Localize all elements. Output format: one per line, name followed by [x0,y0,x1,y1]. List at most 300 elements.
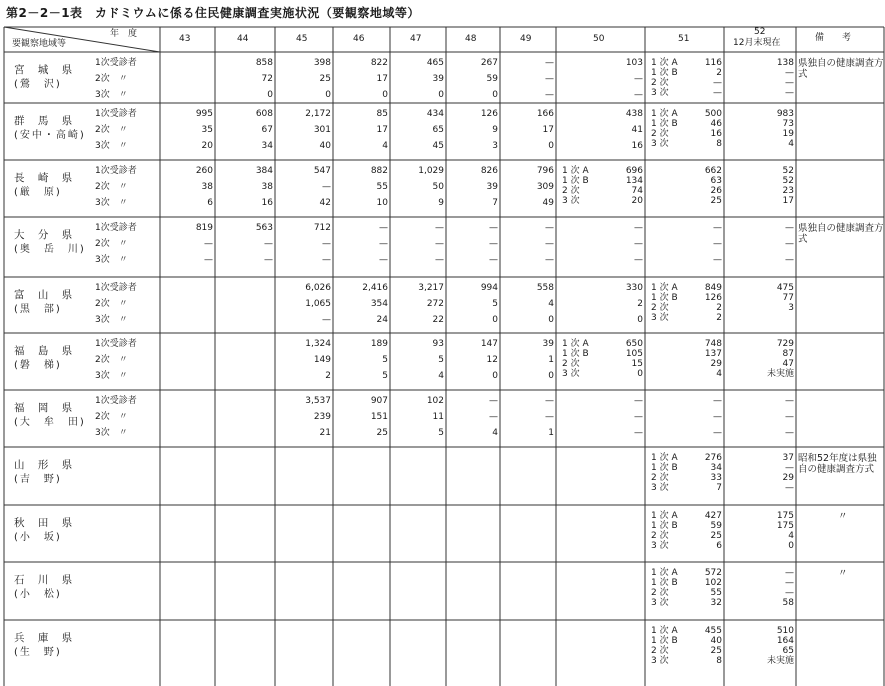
table-cell: 11 [432,412,444,422]
table-cell: 729 [776,339,794,349]
stage-label: 1次受診者 [95,166,137,176]
table-cell: 39 [542,339,554,349]
table-cell: 0 [325,90,331,100]
prefecture-name: 宮 城 県 [14,64,78,76]
table-title: 第2－2－1表 カドミウムに係る住民健康調査実施状況（要観察地域等） [6,6,420,20]
sub-stage-label: 1 次 B [651,578,678,588]
table-cell: 105 [625,349,643,359]
table-cell: 0 [637,369,643,379]
table-cell: 138 [776,58,794,68]
table-cell: 23 [782,186,794,196]
remarks-note: 昭和52年度は県独自の健康調査方式 [798,453,877,475]
table-cell: 2 [325,371,331,381]
table-cell: — [489,412,498,422]
table-cell: 65 [432,125,444,135]
table-cell: — [634,239,643,249]
table-cell: 563 [255,223,273,233]
prefecture-name: 石 川 県 [14,574,78,586]
table-cell: 102 [704,578,722,588]
table-cell: — [634,255,643,265]
table-cell: 455 [704,626,722,636]
table-cell: 0 [548,141,554,151]
table-cell: 40 [710,636,722,646]
table-cell: 46 [710,119,722,129]
table-cell: 45 [432,141,444,151]
stage-label: 3次 〃 [95,141,128,151]
table-cell: 21 [319,428,331,438]
table-cell: 42 [319,198,331,208]
table-cell: 19 [782,129,794,139]
table-cell: 475 [776,283,794,293]
table-cell: 74 [631,186,643,196]
table-cell: — [545,58,554,68]
area-name: (大 牟 田) [14,417,86,428]
table-cell: — [785,578,794,588]
table-cell: 0 [492,90,498,100]
table-cell: 994 [480,283,498,293]
table-cell: — [634,428,643,438]
sub-stage-label: 1 次 B [562,349,589,359]
table-cell: 37 [782,453,794,463]
table-cell: — [713,255,722,265]
table-cell: 38 [261,182,273,192]
sub-stage-label: 1 次 A [562,166,589,176]
sub-stage-label: 2 次 [651,129,669,139]
header-year-48: 48 [465,34,477,44]
table-cell: 4 [788,139,794,149]
table-cell: 882 [370,166,388,176]
table-cell: 9 [438,198,444,208]
stage-label: 3次 〃 [95,198,128,208]
table-cell: 未実施 [766,656,794,666]
table-cell: 16 [631,141,643,151]
table-cell: 22 [432,315,444,325]
table-cell: 995 [195,109,213,119]
stage-label: 2次 〃 [95,355,128,365]
table-cell: — [489,396,498,406]
table-cell: 0 [548,315,554,325]
prefecture-name: 大 分 県 [14,229,78,241]
table-cell: 3 [788,303,794,313]
header-year-45: 45 [296,34,308,44]
table-cell: 2 [716,68,722,78]
sub-stage-label: 2 次 [651,646,669,656]
sub-stage-label: 1 次 B [651,293,678,303]
header-remarks: 備 考 [815,33,852,43]
header-area-label: 要観察地域等 [12,39,67,49]
table-cell: — [785,396,794,406]
table-cell: — [634,412,643,422]
table-cell: — [713,428,722,438]
table-cell: — [435,255,444,265]
sub-stage-label: 1 次 A [651,626,678,636]
table-cell: 29 [782,473,794,483]
table-cell: 25 [376,428,388,438]
table-cell: 34 [261,141,273,151]
table-cell: 547 [313,166,331,176]
stage-label: 2次 〃 [95,125,128,135]
table-cell: — [785,412,794,422]
table-cell: — [545,396,554,406]
header-year-label: 年 度 [110,29,138,39]
table-cell: 8 [716,139,722,149]
table-cell: — [713,223,722,233]
table-cell: 276 [704,453,722,463]
prefecture-name: 兵 庫 県 [14,632,78,644]
table-cell: 77 [782,293,794,303]
table-cell: 3 [492,141,498,151]
sub-stage-label: 3 次 [651,139,669,149]
table-cell: 164 [776,636,794,646]
table-cell: — [322,239,331,249]
area-name: (鶯 沢) [14,79,62,90]
table-cell: — [634,396,643,406]
prefecture-name: 山 形 県 [14,459,78,471]
sub-stage-label: 1 次 A [651,283,678,293]
area-name: (生 野) [14,647,62,658]
table-cell: 9 [492,125,498,135]
table-cell: 354 [370,299,388,309]
table-cell: 39 [432,74,444,84]
table-cell: — [785,428,794,438]
table-cell: 166 [536,109,554,119]
stage-label: 3次 〃 [95,428,128,438]
table-cell: 55 [710,588,722,598]
table-cell: — [264,239,273,249]
table-cell: 272 [426,299,444,309]
table-cell: — [713,396,722,406]
table-cell: 29 [710,359,722,369]
table-cell: 58 [782,598,794,608]
table-cell: — [785,463,794,473]
table-cell: 73 [782,119,794,129]
header-year-50: 50 [593,34,605,44]
stage-label: 1次受診者 [95,396,137,406]
table-cell: 0 [438,90,444,100]
table-cell: 49 [542,198,554,208]
table-cell: 4 [492,428,498,438]
table-cell: — [634,74,643,84]
table-cell: 102 [426,396,444,406]
table-cell: 796 [536,166,554,176]
table-cell: — [545,239,554,249]
area-name: (磐 梯) [14,360,62,371]
sub-stage-label: 1 次 B [651,68,678,78]
table-cell: 175 [776,511,794,521]
table-cell: 4 [382,141,388,151]
stage-label: 1次受診者 [95,339,137,349]
table-cell: — [785,239,794,249]
table-cell: 未実施 [766,369,794,379]
table-cell: — [379,223,388,233]
table-cell: 0 [788,541,794,551]
table-cell: 260 [195,166,213,176]
table-cell: — [322,255,331,265]
table-cell: 849 [704,283,722,293]
table-cell: 0 [637,315,643,325]
prefecture-name: 福 島 県 [14,345,78,357]
table-cell: 826 [480,166,498,176]
sub-stage-label: 1 次 A [651,453,678,463]
table-cell: 7 [716,483,722,493]
table-cell: 59 [486,74,498,84]
sub-stage-label: 3 次 [651,483,669,493]
header-year-43: 43 [179,34,191,44]
table-cell: — [489,223,498,233]
table-cell: — [713,88,722,98]
remarks-note: 〃 [838,511,848,522]
table-cell: 330 [625,283,643,293]
sub-stage-label: 2 次 [651,588,669,598]
header-year-52-note: 12月末現在 [733,38,781,48]
table-cell: — [713,412,722,422]
table-cell: — [713,78,722,88]
table-cell: 239 [313,412,331,422]
table-cell: 309 [536,182,554,192]
table-cell: — [545,255,554,265]
table-cell: 35 [201,125,213,135]
table-cell: 1 [548,428,554,438]
table-cell: 25 [710,646,722,656]
table-cell: 8 [716,656,722,666]
table-cell: 2 [637,299,643,309]
sub-stage-label: 1 次 B [562,176,589,186]
table-cell: — [634,223,643,233]
table-cell: 59 [710,521,722,531]
stage-label: 2次 〃 [95,239,128,249]
area-name: (小 松) [14,589,62,600]
table-cell: 17 [376,74,388,84]
table-cell: 33 [710,473,722,483]
table-cell: 608 [255,109,273,119]
stage-label: 2次 〃 [95,412,128,422]
table-cell: 434 [426,109,444,119]
table-cell: 24 [376,315,388,325]
table-cell: — [489,255,498,265]
header-year-44: 44 [237,34,249,44]
table-cell: — [379,239,388,249]
table-cell: — [785,588,794,598]
stage-label: 1次受診者 [95,283,137,293]
sub-stage-label: 1 次 A [651,109,678,119]
sub-stage-label: 1 次 B [651,119,678,129]
area-name: (安中・高崎) [14,130,86,141]
table-cell: 500 [704,109,722,119]
table-cell: 52 [782,166,794,176]
table-cell: 189 [370,339,388,349]
table-cell: 1,029 [418,166,444,176]
table-cell: 134 [625,176,643,186]
table-cell: 32 [710,598,722,608]
table-cell: 819 [195,223,213,233]
table-cell: 4 [548,299,554,309]
sub-stage-label: 1 次 A [651,58,678,68]
table-cell: 650 [625,339,643,349]
table-cell: 662 [704,166,722,176]
table-cell: 2 [716,303,722,313]
table-cell: — [785,255,794,265]
table-cell: 6 [716,541,722,551]
area-name: (厳 原) [14,187,62,198]
table-cell: 149 [313,355,331,365]
table-cell: 93 [432,339,444,349]
table-cell: — [785,78,794,88]
stage-label: 3次 〃 [95,371,128,381]
table-cell: 85 [376,109,388,119]
table-cell: 0 [267,90,273,100]
table-cell: 12 [486,355,498,365]
prefecture-name: 長 崎 県 [14,172,78,184]
table-cell: — [379,255,388,265]
table-cell: 301 [313,125,331,135]
table-cell: 858 [255,58,273,68]
header-year-47: 47 [410,34,422,44]
sub-stage-label: 2 次 [651,531,669,541]
table-cell: 2,172 [305,109,331,119]
sub-stage-label: 3 次 [651,313,669,323]
sub-stage-label: 2 次 [651,303,669,313]
table-cell: 6 [207,198,213,208]
sub-stage-label: 2 次 [651,473,669,483]
sub-stage-label: 2 次 [562,186,580,196]
table-cell: 465 [426,58,444,68]
table-cell: 2,416 [362,283,388,293]
table-cell: — [545,74,554,84]
table-cell: 1,065 [305,299,331,309]
table-cell: — [545,90,554,100]
table-cell: 983 [776,109,794,119]
area-name: (小 坂) [14,532,62,543]
table-cell: — [435,239,444,249]
table-cell: 72 [261,74,273,84]
sub-stage-label: 3 次 [651,656,669,666]
sub-stage-label: 3 次 [562,196,580,206]
table-cell: 5 [492,299,498,309]
table-cell: 907 [370,396,388,406]
table-cell: 175 [776,521,794,531]
table-cell: — [322,315,331,325]
table-cell: 126 [480,109,498,119]
prefecture-name: 富 山 県 [14,289,78,301]
stage-label: 3次 〃 [95,255,128,265]
header-year-49: 49 [520,34,532,44]
table-cell: 41 [631,125,643,135]
table-cell: 16 [261,198,273,208]
table-cell: 558 [536,283,554,293]
table-cell: 696 [625,166,643,176]
table-cell: 65 [782,646,794,656]
table-cell: 10 [376,198,388,208]
header-year-52: 52 [754,27,766,37]
table-cell: 4 [438,371,444,381]
table-cell: 398 [313,58,331,68]
table-cell: 6,026 [305,283,331,293]
table-cell: 3,537 [305,396,331,406]
sub-stage-label: 1 次 A [651,568,678,578]
sub-stage-label: 3 次 [562,369,580,379]
table-cell: 151 [370,412,388,422]
table-cell: 822 [370,58,388,68]
table-cell: 0 [492,315,498,325]
sub-stage-label: 3 次 [651,541,669,551]
area-name: (黒 部) [14,304,62,315]
table-cell: 40 [319,141,331,151]
table-cell: 1,324 [305,339,331,349]
table-cell: 15 [631,359,643,369]
area-name: (奥 岳 川) [14,244,86,255]
sub-stage-label: 3 次 [651,88,669,98]
table-cell: — [264,255,273,265]
table-cell: — [634,90,643,100]
table-cell: 47 [782,359,794,369]
prefecture-name: 群 馬 県 [14,115,78,127]
table-cell: 5 [382,371,388,381]
table-cell: 5 [382,355,388,365]
table-cell: 3,217 [418,283,444,293]
table-cell: 126 [704,293,722,303]
table-cell: 38 [201,182,213,192]
table-cell: 116 [704,58,722,68]
table-cell: 39 [486,182,498,192]
stage-label: 3次 〃 [95,90,128,100]
stage-label: 1次受診者 [95,58,137,68]
table-cell: 34 [710,463,722,473]
remarks-note: 県独自の健康調査方式 [798,223,884,245]
prefecture-name: 秋 田 県 [14,517,78,529]
sub-stage-label: 1 次 B [651,463,678,473]
table-cell: 20 [631,196,643,206]
table-cell: 55 [376,182,388,192]
table-cell: 52 [782,176,794,186]
table-cell: 2 [716,313,722,323]
table-cell: — [204,239,213,249]
table-cell: — [785,88,794,98]
table-cell: — [204,255,213,265]
table-cell: 17 [376,125,388,135]
prefecture-name: 福 岡 県 [14,402,78,414]
table-cell: 572 [704,568,722,578]
stage-label: 1次受診者 [95,109,137,119]
table-cell: 5 [438,428,444,438]
table-cell: 25 [710,196,722,206]
table-cell: — [545,223,554,233]
table-cell: — [785,68,794,78]
table-cell: 26 [710,186,722,196]
sub-stage-label: 1 次 A [562,339,589,349]
table-cell: 50 [432,182,444,192]
table-cell: 20 [201,141,213,151]
sub-stage-label: 1 次 B [651,521,678,531]
header-year-51: 51 [678,34,690,44]
remarks-note: 県独自の健康調査方式 [798,58,884,80]
sub-stage-label: 3 次 [651,598,669,608]
table-cell: 17 [782,196,794,206]
table-cell: — [545,412,554,422]
table-cell: 147 [480,339,498,349]
table-cell: — [785,483,794,493]
table-cell: 103 [625,58,643,68]
sub-stage-label: 1 次 B [651,636,678,646]
area-name: (吉 野) [14,474,62,485]
table-cell: 67 [261,125,273,135]
stage-label: 1次受診者 [95,223,137,233]
table-cell: 25 [319,74,331,84]
table-cell: 87 [782,349,794,359]
table-cell: 510 [776,626,794,636]
table-cell: 5 [438,355,444,365]
table-cell: 384 [255,166,273,176]
table-cell: 7 [492,198,498,208]
